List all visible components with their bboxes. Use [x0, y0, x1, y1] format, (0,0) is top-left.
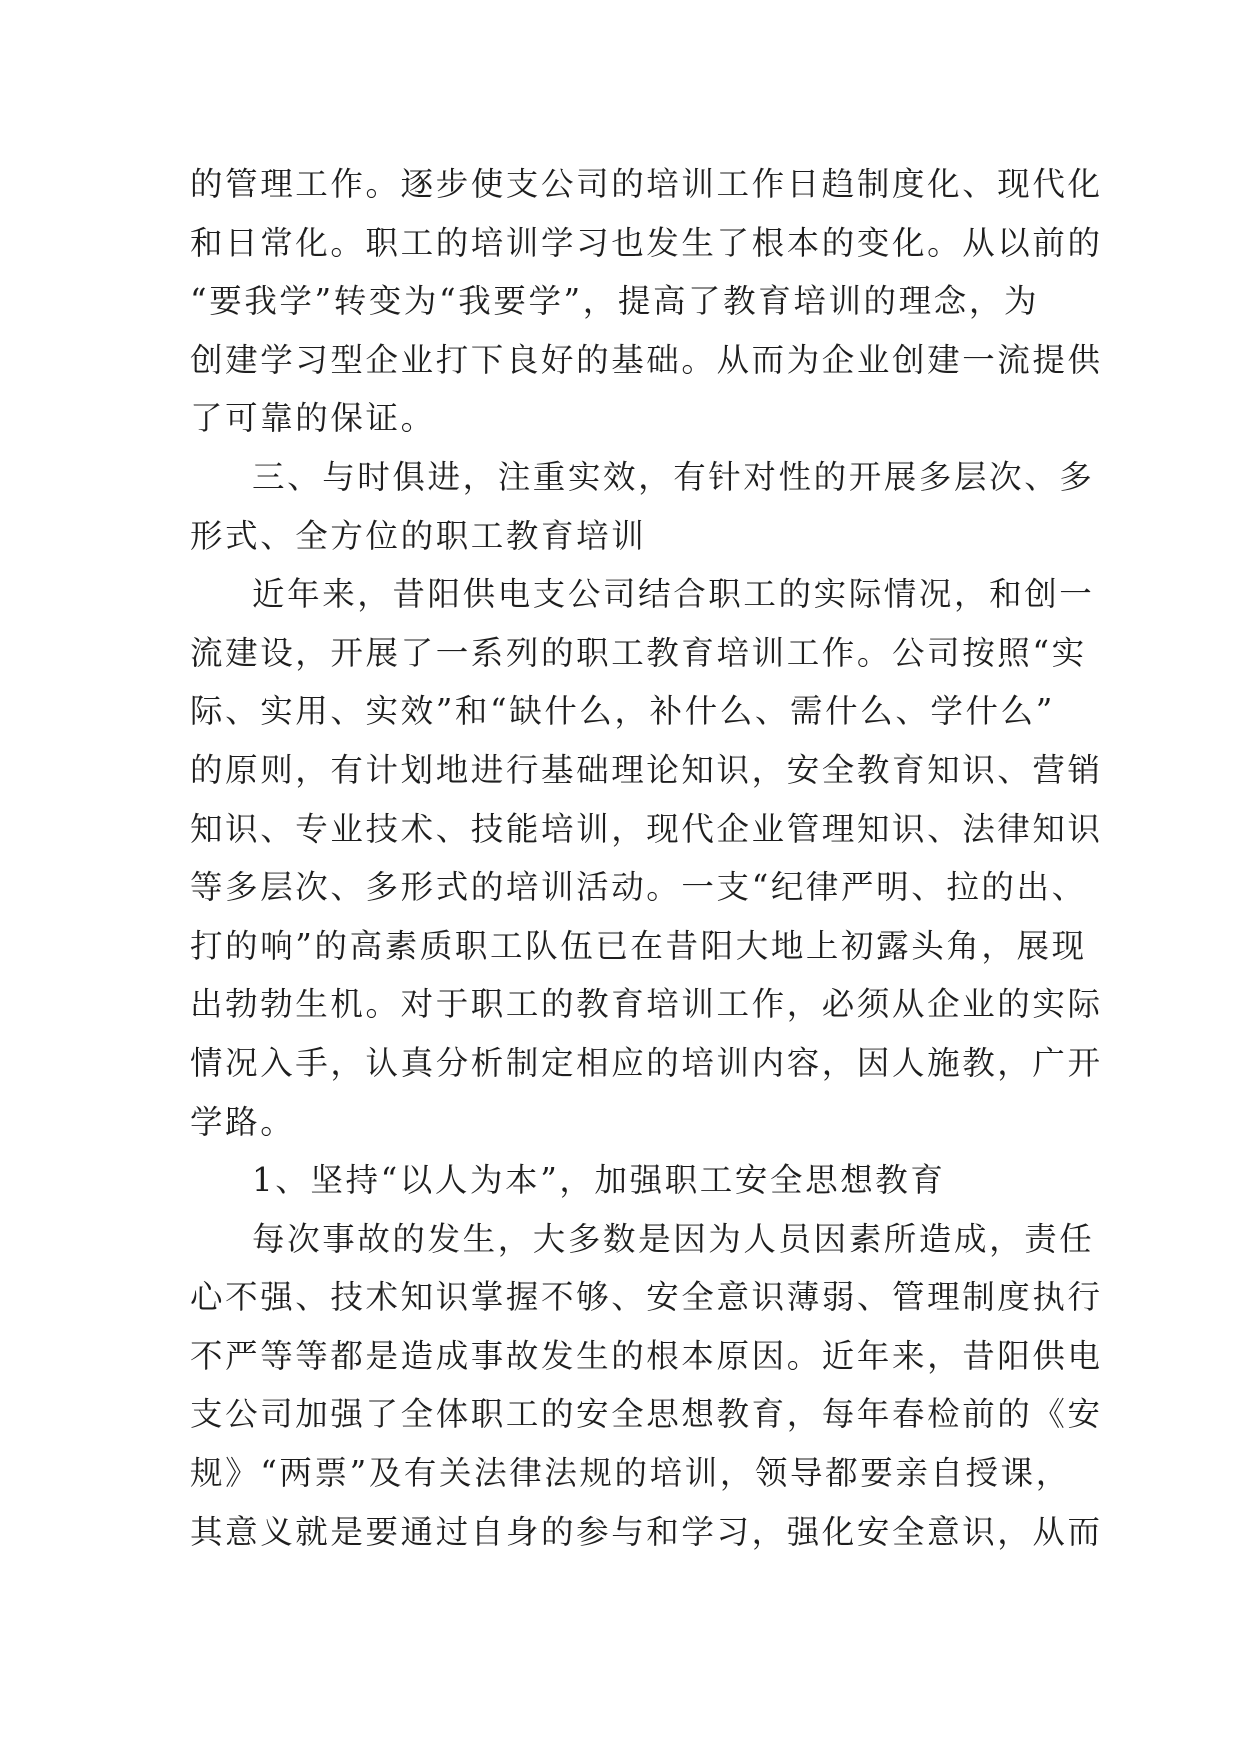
text-line: 形式、全方位的职工教育培训: [190, 516, 647, 555]
text-line: 不严等等都是造成事故发生的根本原因。近年来，昔阳供电: [190, 1336, 1103, 1375]
text-line: 规》“两票”及有关法律法规的培训，领导都要亲自授课，: [190, 1454, 1071, 1493]
text-line: 情况入手，认真分析制定相应的培训内容，因人施教，广开: [190, 1043, 1103, 1082]
text-line: 等多层次、多形式的培训活动。一支“纪律严明、拉的出、: [190, 868, 1087, 907]
text-line: 知识、专业技术、技能培训，现代企业管理知识、法律知识: [190, 809, 1103, 848]
document-body: [190, 155, 1103, 1561]
text-line: 了可靠的保证。: [190, 399, 436, 438]
text-line: 的管理工作。逐步使支公司的培训工作日趋制度化、现代化: [190, 165, 1103, 203]
text-line: 其意义就是要通过自身的参与和学习，强化安全意识，从而: [190, 1512, 1103, 1551]
text-line: 际、实用、实效”和“缺什么，补什么、需什么、学什么”: [190, 692, 1055, 731]
text-line: 近年来，昔阳供电支公司结合职工的实际情况，和创一: [252, 575, 1095, 614]
text-line: 流建设，开展了一系列的职工教育培训工作。公司按照“实: [190, 633, 1087, 672]
text-line: 打的响”的高素质职工队伍已在昔阳大地上初露头角，展现: [190, 926, 1087, 965]
text-line: 心不强、技术知识掌握不够、安全意识薄弱、管理制度执行: [190, 1278, 1103, 1317]
text-line: 每次事故的发生，大多数是因为人员因素所造成，责任: [252, 1219, 1095, 1258]
text-line: 和日常化。职工的培训学习也发生了根本的变化。从以前的: [190, 223, 1103, 262]
text-line: 创建学习型企业打下良好的基础。从而为企业创建一流提供: [190, 340, 1103, 379]
text-line: 的原则，有计划地进行基础理论知识，安全教育知识、营销: [190, 750, 1103, 789]
text-line: 支公司加强了全体职工的安全思想教育，每年春检前的《安: [190, 1395, 1103, 1434]
text-line: 出勃勃生机。对于职工的教育培训工作，必须从企业的实际: [190, 985, 1103, 1024]
text-line: 1、坚持“以人为本”，加强职工安全思想教育: [252, 1161, 946, 1200]
text-line: 学路。: [190, 1102, 296, 1141]
text-line: “要我学”转变为“我要学”，提高了教育培训的理念，为: [190, 282, 1040, 321]
text-line: 三、与时俱进，注重实效，有针对性的开展多层次、多: [252, 457, 1095, 496]
